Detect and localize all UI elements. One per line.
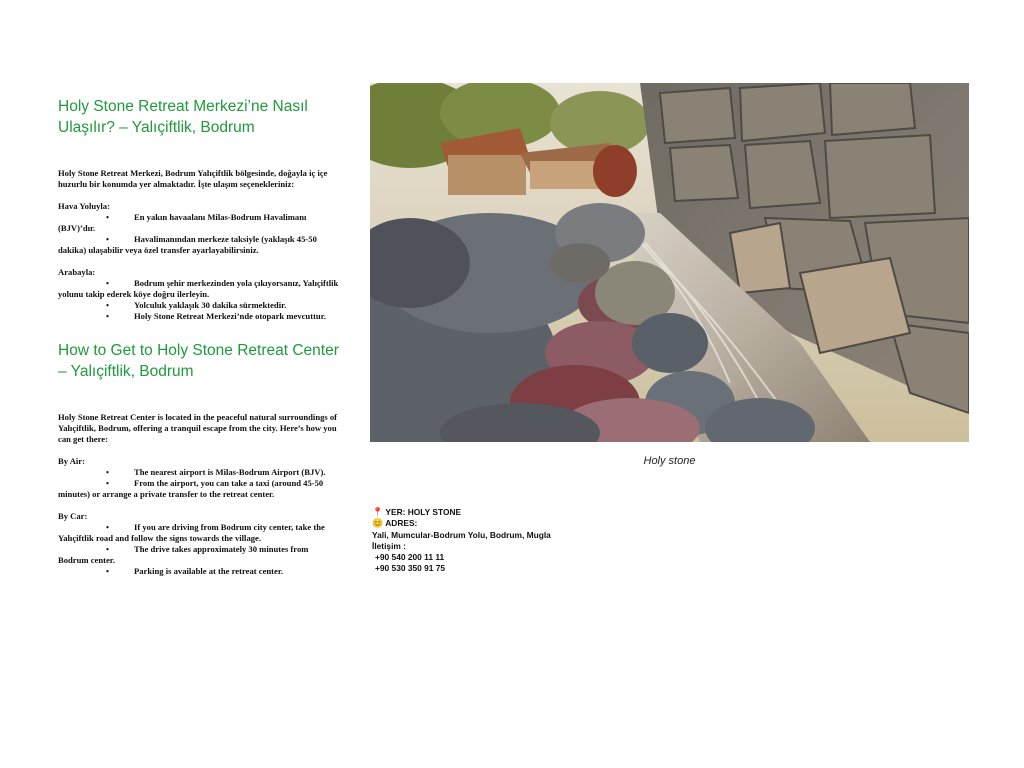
- english-intro: Holy Stone Retreat Center is located in the peaceful natural surroundings of Yalıçiftlik, Bodrum, offering a tranquil escape from the city. Here’s how you can get there:: [58, 412, 338, 444]
- turkish-air-label: Hava Yoluyla:: [58, 201, 110, 211]
- english-title: How to Get to Holy Stone Retreat Center – Yalıçiftlik, Bodrum: [58, 342, 339, 380]
- english-car-list: [58, 522, 340, 577]
- bullet: •: [106, 278, 110, 288]
- phone-1: +90 540 200 11 11: [375, 552, 445, 563]
- list-item-text: Holy Stone Retreat Merkezi’nde otopark mevcuttur.: [134, 311, 326, 321]
- list-item-text: The drive takes approximately 30 minutes from Bodrum center.: [58, 544, 309, 565]
- address-text: Yali, Mumcular-Bodrum Yolu, Bodrum, Mugla: [372, 529, 551, 540]
- turkish-car-list: [58, 278, 340, 322]
- pin-icon: 📍: [372, 507, 384, 517]
- contact-label: İletişim :: [372, 540, 406, 551]
- english-car-label: By Car:: [58, 511, 88, 521]
- bullet: •: [106, 522, 110, 532]
- turkish-air-list: [58, 212, 340, 256]
- list-item: [58, 212, 340, 234]
- place-line: [372, 507, 632, 518]
- list-item: [58, 234, 340, 256]
- list-item: [58, 278, 340, 300]
- list-item: [58, 311, 340, 322]
- bullet: •: [106, 544, 110, 554]
- list-item: [58, 300, 340, 311]
- address-label-line: [372, 518, 632, 529]
- list-item-text: Havalimanından merkeze taksiyle (yaklaşık 45-50 dakika) ulaşabilir veya özel transfer ayarlayabilirsiniz.: [58, 234, 317, 255]
- english-air-list: [58, 467, 340, 500]
- stream-illustration: [370, 83, 969, 442]
- list-item: [58, 478, 340, 500]
- list-item: [58, 522, 340, 544]
- list-item-text: Bodrum şehir merkezinden yola çıkıyorsanız, Yalıçiftlik yolunu takip ederek köye doğru ilerleyin.: [58, 278, 339, 299]
- list-item-text: From the airport, you can take a taxi (around 45-50 minutes) or arrange a private transfer to the retreat center.: [58, 478, 324, 499]
- list-item: [58, 544, 340, 566]
- holy-stone-photo: [370, 83, 969, 442]
- bullet: •: [106, 234, 110, 244]
- bullet: •: [106, 478, 110, 488]
- bullet: •: [106, 212, 110, 222]
- bullet: •: [106, 467, 110, 477]
- bullet: •: [106, 566, 110, 576]
- phone-2: +90 530 350 91 75: [375, 563, 446, 574]
- bullet: •: [106, 300, 110, 310]
- photo-caption: Holy stone: [643, 455, 696, 467]
- list-item-text: Parking is available at the retreat center.: [134, 566, 284, 576]
- smiley-icon: 😊: [372, 518, 384, 529]
- turkish-intro: Holy Stone Retreat Merkezi, Bodrum Yalıçiftlik bölgesinde, doğayla iç içe huzurlu bir konumda yer almaktadır. İşte ulaşım seçenekleriniz:: [58, 168, 328, 189]
- list-item: [58, 566, 340, 577]
- turkish-car-label: Arabayla:: [58, 267, 96, 277]
- english-air-label: By Air:: [58, 456, 85, 466]
- list-item-text: Yolculuk yaklaşık 30 dakika sürmektedir.: [134, 300, 287, 310]
- contact-info: [372, 507, 632, 575]
- list-item-text: The nearest airport is Milas-Bodrum Airport (BJV).: [134, 467, 326, 477]
- list-item-text: If you are driving from Bodrum city center, take the Yalıçiftlik road and follow the signs towards the village.: [58, 522, 325, 543]
- address-label: ADRES:: [385, 518, 418, 529]
- place-text: YER: HOLY STONE: [385, 507, 462, 517]
- list-item-text: En yakın havaalanı Milas-Bodrum Havalimanı (BJV)’dır.: [58, 212, 307, 233]
- turkish-title: Holy Stone Retreat Merkezi’ne Nasıl Ulaşılır? – Yalıçiftlik, Bodrum: [58, 98, 308, 136]
- text-column: [58, 96, 340, 577]
- list-item: [58, 467, 340, 478]
- bullet: •: [106, 311, 110, 321]
